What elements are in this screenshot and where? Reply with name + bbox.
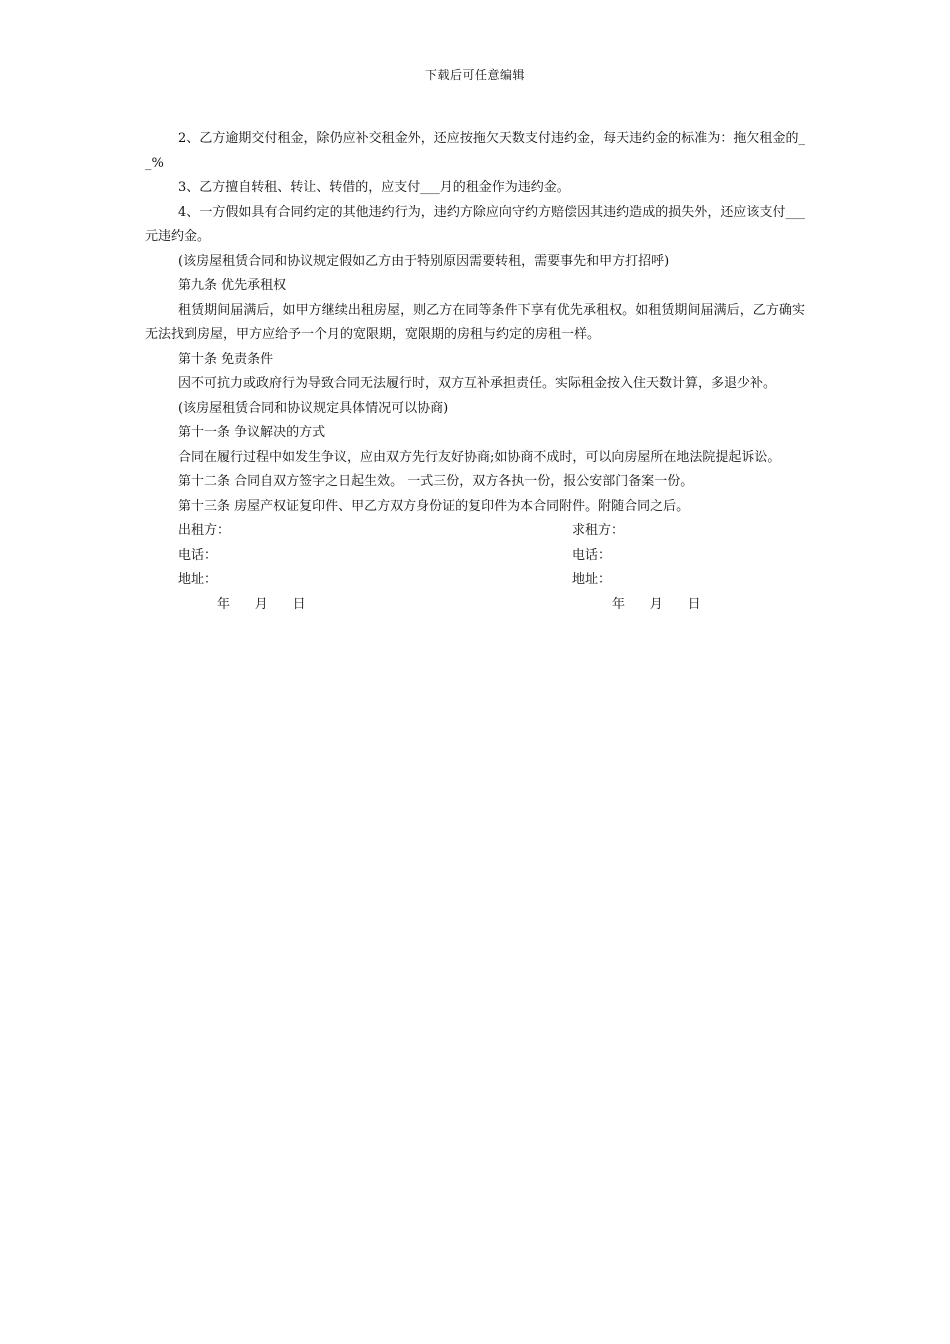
article-9-body: 租赁期间届满后，如甲方继续出租房屋，则乙方在同等条件下享有优先承租权。如租赁期间届满后，乙方确实无法找到房屋，甲方应给予一个月的宽限期，宽限期的房租与约定的房租一样。 <box>145 302 805 342</box>
lessor-phone-label: 电话： <box>178 547 218 563</box>
article-9-title: 第九条 优先承租权 <box>178 278 287 293</box>
page-header: 下载后可任意编辑 <box>424 68 525 82</box>
article-11-body: 合同在履行过程中如发生争议，应由双方先行友好协商;如协商不成时，可以向房屋所在地法院提起诉讼。 <box>178 449 781 465</box>
signature-address-row <box>145 568 805 593</box>
lessee-label: 求租方： <box>572 523 625 538</box>
signature-phone-row <box>145 544 805 569</box>
article-10-body: 因不可抗力或政府行为导致合同无法履行时，双方互补承担责任。实际租金按入住天数计算，多退少补。 <box>178 376 777 391</box>
lessee-phone-label: 电话： <box>572 547 612 563</box>
article-11-title: 第十一条 争议解决的方式 <box>178 425 326 440</box>
clause-other-breach: 4、一方假如具有合同约定的其他违约行为，违约方除应向守约方赔偿因其违约造成的损失外，还应该支付___元违约金。 <box>145 204 805 244</box>
signature-date-row <box>145 593 805 618</box>
article-13: 第十三条 房屋产权证复印件、甲乙方双方身份证的复印件为本合同附件。附随合同之后。 <box>178 498 690 514</box>
note-sublet: (该房屋租赁合同和协议规定假如乙方由于特别原因需要转租，需要事先和甲方打招呼) <box>178 253 670 269</box>
lessee-address-label: 地址： <box>572 572 612 587</box>
lessor-label: 出租方： <box>178 523 231 538</box>
article-12: 第十二条 合同自双方签字之日起生效。 一式三份，双方各执一份，报公安部门备案一份。 <box>178 474 694 489</box>
article-10-title: 第十条 免责条件 <box>178 351 274 367</box>
lessor-address-label: 地址： <box>178 572 218 587</box>
clause-sublet: 3、乙方擅自转租、转让、转借的，应支付___月的租金作为违约金。 <box>178 180 570 195</box>
signature-party-row <box>145 519 805 544</box>
note-negotiable: (该房屋租赁合同和协议规定具体情况可以协商) <box>178 400 449 416</box>
lessee-date: 年 月 日 <box>612 596 701 612</box>
contract-body <box>145 127 805 617</box>
lessor-date: 年 月 日 <box>217 596 306 612</box>
clause-late-rent: 2、乙方逾期交付租金，除仍应补交租金外，还应按拖欠天数支付违约金，每天违约金的标准为：拖欠租金的__% <box>145 131 805 171</box>
